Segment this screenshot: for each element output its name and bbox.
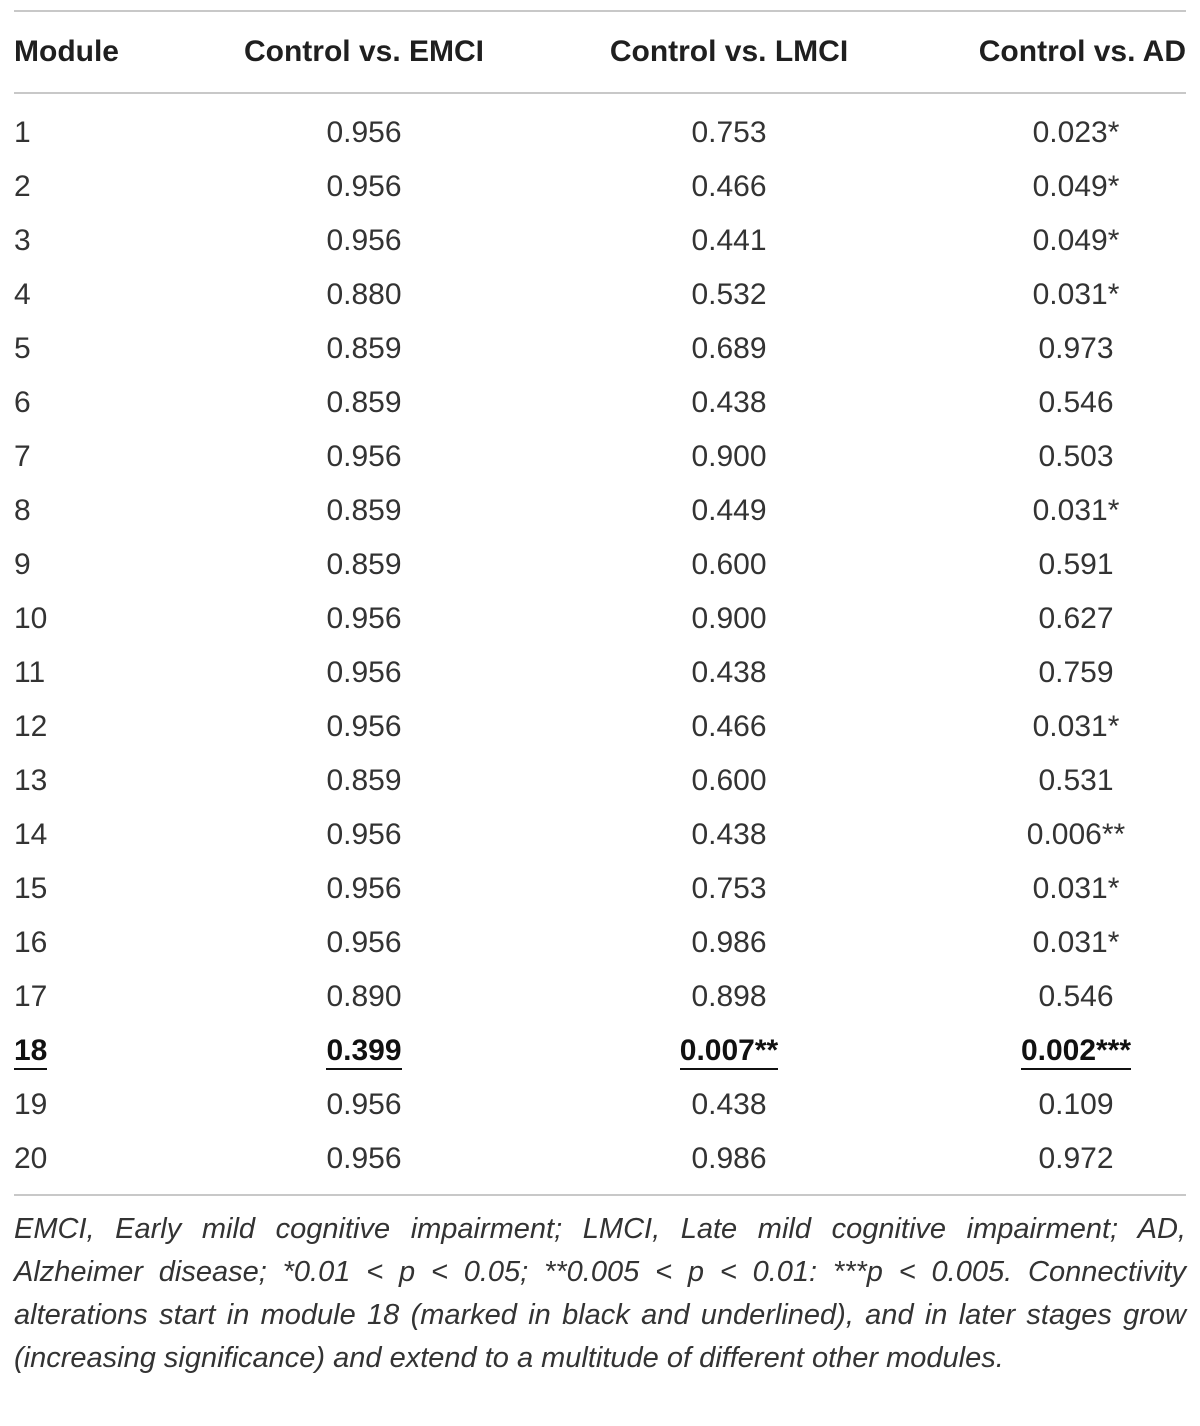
table-row (14, 592, 1186, 646)
cell-module (14, 430, 194, 484)
cell-value: 0.466 (691, 170, 767, 203)
cell-value: 0.900 (691, 602, 767, 635)
cell-value: 0.986 (691, 1142, 767, 1175)
cell-value: 19 (14, 1088, 48, 1121)
table-row (14, 322, 1186, 376)
cell-value: 4 (14, 278, 31, 311)
cell-control-vs-emci (194, 376, 534, 430)
cell-value: 0.049* (1032, 224, 1120, 257)
cell-control-vs-ad (924, 538, 1186, 592)
cell-value: 0.859 (326, 548, 402, 581)
cell-value: 20 (14, 1142, 48, 1175)
cell-control-vs-lmci (534, 160, 924, 214)
cell-value: 0.438 (691, 1088, 767, 1121)
cell-control-vs-emci (194, 916, 534, 970)
cell-control-vs-lmci (534, 1132, 924, 1195)
cell-control-vs-lmci (534, 700, 924, 754)
header-module: Module (14, 35, 119, 68)
cell-control-vs-ad (924, 268, 1186, 322)
cell-value: 0.023* (1032, 116, 1120, 149)
cell-control-vs-lmci (534, 268, 924, 322)
cell-control-vs-lmci (534, 1078, 924, 1132)
cell-value: 0.449 (691, 494, 767, 527)
cell-value: 0.956 (326, 926, 402, 959)
cell-value: 0.859 (326, 494, 402, 527)
cell-value: 0.859 (326, 332, 402, 365)
cell-control-vs-lmci (534, 538, 924, 592)
cell-value: 0.859 (326, 386, 402, 419)
cell-module (14, 268, 194, 322)
cell-value: 0.956 (326, 1142, 402, 1175)
cell-module (14, 376, 194, 430)
cell-value: 0.466 (691, 710, 767, 743)
cell-control-vs-emci (194, 754, 534, 808)
cell-value: 0.880 (326, 278, 402, 311)
cell-value: 0.031* (1032, 278, 1120, 311)
cell-control-vs-emci (194, 808, 534, 862)
cell-control-vs-emci (194, 484, 534, 538)
cell-value: 0.031* (1032, 926, 1120, 959)
cell-value: 0.441 (691, 224, 767, 257)
cell-value: 0.956 (326, 710, 402, 743)
cell-module (14, 1024, 194, 1078)
header-control-vs-lmci: Control vs. LMCI (609, 35, 849, 68)
cell-value: 0.438 (691, 386, 767, 419)
cell-value: 0.956 (326, 818, 402, 851)
cell-value: 0.956 (326, 440, 402, 473)
cell-control-vs-ad (924, 592, 1186, 646)
cell-value: 0.006** (1026, 818, 1126, 851)
header-control-vs-emci: Control vs. EMCI (243, 35, 484, 68)
cell-value: 0.859 (326, 764, 402, 797)
table-footnote: EMCI, Early mild cognitive impairment; LMCI, Late mild cognitive impairment; AD, Alzheimer disease; *0.01 < p < 0.05; **0.005 < p < 0.01: ***p < 0.005. Connectivity alterations start in module 18 (marked in black and underlined), and in later stages grow (increasing significance) and extend to a multitude of different other modules. (14, 1213, 1186, 1374)
cell-value: 0.503 (1038, 440, 1114, 473)
cell-control-vs-ad (924, 322, 1186, 376)
cell-value: 0.546 (1038, 386, 1114, 419)
cell-value: 18 (14, 1034, 47, 1070)
table-row (14, 214, 1186, 268)
cell-control-vs-lmci (534, 1024, 924, 1078)
cell-value: 0.753 (691, 872, 767, 905)
cell-control-vs-ad (924, 1132, 1186, 1195)
cell-value: 2 (14, 170, 31, 203)
cell-control-vs-ad (924, 916, 1186, 970)
cell-control-vs-lmci (534, 214, 924, 268)
cell-value: 0.956 (326, 170, 402, 203)
cell-module (14, 93, 194, 160)
table-row (14, 538, 1186, 592)
cell-module (14, 970, 194, 1024)
cell-control-vs-lmci (534, 484, 924, 538)
cell-control-vs-ad (924, 808, 1186, 862)
cell-control-vs-emci (194, 268, 534, 322)
cell-control-vs-ad (924, 160, 1186, 214)
cell-value: 6 (14, 386, 31, 419)
cell-value: 0.898 (691, 980, 767, 1013)
table-container (14, 0, 1200, 1380)
table-row (14, 862, 1186, 916)
cell-control-vs-ad (924, 1024, 1186, 1078)
cell-module (14, 1078, 194, 1132)
cell-module (14, 322, 194, 376)
cell-value: 0.002*** (1021, 1034, 1131, 1070)
table-row (14, 916, 1186, 970)
cell-value: 0.627 (1038, 602, 1114, 635)
cell-module (14, 916, 194, 970)
cell-value: 0.532 (691, 278, 767, 311)
cell-control-vs-emci (194, 646, 534, 700)
cell-control-vs-emci (194, 1024, 534, 1078)
table-row (14, 970, 1186, 1024)
cell-value: 13 (14, 764, 48, 797)
cell-value: 0.689 (691, 332, 767, 365)
cell-module (14, 214, 194, 268)
cell-value: 0.973 (1038, 332, 1114, 365)
cell-value: 0.753 (691, 116, 767, 149)
cell-value: 0.031* (1032, 710, 1120, 743)
cell-value: 0.759 (1038, 656, 1114, 689)
cell-control-vs-emci (194, 1078, 534, 1132)
cell-control-vs-emci (194, 538, 534, 592)
cell-value: 10 (14, 602, 48, 635)
cell-control-vs-emci (194, 430, 534, 484)
cell-value: 0.900 (691, 440, 767, 473)
cell-control-vs-emci (194, 214, 534, 268)
cell-value: 8 (14, 494, 31, 527)
cell-value: 11 (14, 656, 46, 689)
cell-value: 0.546 (1038, 980, 1114, 1013)
results-table (14, 10, 1186, 1196)
cell-value: 0.956 (326, 656, 402, 689)
cell-value: 0.956 (326, 1088, 402, 1121)
cell-value: 0.031* (1032, 872, 1120, 905)
cell-control-vs-emci (194, 592, 534, 646)
cell-value: 0.007** (680, 1034, 778, 1070)
table-row (14, 1078, 1186, 1132)
table-row (14, 808, 1186, 862)
cell-control-vs-lmci (534, 93, 924, 160)
cell-value: 15 (14, 872, 48, 905)
table-row (14, 700, 1186, 754)
cell-value: 0.438 (691, 818, 767, 851)
cell-value: 0.600 (691, 764, 767, 797)
cell-control-vs-lmci (534, 592, 924, 646)
cell-control-vs-lmci (534, 808, 924, 862)
table-row (14, 93, 1186, 160)
cell-module (14, 808, 194, 862)
table-row (14, 1132, 1186, 1195)
cell-value: 0.972 (1038, 1142, 1114, 1175)
cell-module (14, 538, 194, 592)
cell-control-vs-emci (194, 970, 534, 1024)
cell-value: 0.591 (1038, 548, 1114, 581)
cell-control-vs-emci (194, 862, 534, 916)
cell-control-vs-ad (924, 862, 1186, 916)
cell-value: 12 (14, 710, 48, 743)
cell-value: 9 (14, 548, 31, 581)
cell-control-vs-lmci (534, 862, 924, 916)
table-row (14, 484, 1186, 538)
cell-module (14, 700, 194, 754)
table-row (14, 376, 1186, 430)
table-row (14, 754, 1186, 808)
cell-value: 0.956 (326, 116, 402, 149)
cell-control-vs-lmci (534, 970, 924, 1024)
cell-control-vs-lmci (534, 646, 924, 700)
cell-value: 0.031* (1032, 494, 1120, 527)
cell-value: 0.956 (326, 224, 402, 257)
cell-value: 16 (14, 926, 48, 959)
cell-control-vs-ad (924, 484, 1186, 538)
table-row (14, 1024, 1186, 1078)
cell-value: 0.438 (691, 656, 767, 689)
cell-value: 1 (14, 116, 31, 149)
cell-control-vs-ad (924, 700, 1186, 754)
cell-control-vs-ad (924, 376, 1186, 430)
cell-value: 0.986 (691, 926, 767, 959)
cell-value: 0.399 (326, 1034, 401, 1070)
cell-module (14, 646, 194, 700)
cell-module (14, 862, 194, 916)
cell-control-vs-emci (194, 160, 534, 214)
cell-value: 0.531 (1038, 764, 1114, 797)
cell-value: 5 (14, 332, 31, 365)
table-row (14, 160, 1186, 214)
header-row (14, 11, 1186, 93)
cell-value: 0.600 (691, 548, 767, 581)
cell-control-vs-ad (924, 93, 1186, 160)
cell-control-vs-ad (924, 646, 1186, 700)
cell-control-vs-emci (194, 322, 534, 376)
header-control-vs-ad: Control vs. AD (978, 35, 1186, 68)
cell-value: 0.049* (1032, 170, 1120, 203)
cell-value: 0.956 (326, 602, 402, 635)
cell-value: 7 (14, 440, 31, 473)
table-body (14, 93, 1186, 1195)
cell-control-vs-lmci (534, 916, 924, 970)
cell-control-vs-ad (924, 754, 1186, 808)
cell-control-vs-lmci (534, 322, 924, 376)
cell-value: 0.109 (1038, 1088, 1114, 1121)
cell-value: 0.890 (326, 980, 402, 1013)
cell-control-vs-ad (924, 214, 1186, 268)
cell-module (14, 592, 194, 646)
table-row (14, 646, 1186, 700)
cell-module (14, 1132, 194, 1195)
table-row (14, 268, 1186, 322)
cell-module (14, 484, 194, 538)
cell-control-vs-lmci (534, 754, 924, 808)
cell-control-vs-emci (194, 1132, 534, 1195)
cell-control-vs-ad (924, 1078, 1186, 1132)
cell-control-vs-ad (924, 430, 1186, 484)
cell-module (14, 754, 194, 808)
cell-value: 14 (14, 818, 48, 851)
cell-control-vs-lmci (534, 376, 924, 430)
cell-control-vs-lmci (534, 430, 924, 484)
cell-value: 3 (14, 224, 31, 257)
cell-control-vs-emci (194, 93, 534, 160)
table-row (14, 430, 1186, 484)
cell-module (14, 160, 194, 214)
cell-value: 17 (14, 980, 48, 1013)
cell-value: 0.956 (326, 872, 402, 905)
cell-control-vs-emci (194, 700, 534, 754)
cell-control-vs-ad (924, 970, 1186, 1024)
